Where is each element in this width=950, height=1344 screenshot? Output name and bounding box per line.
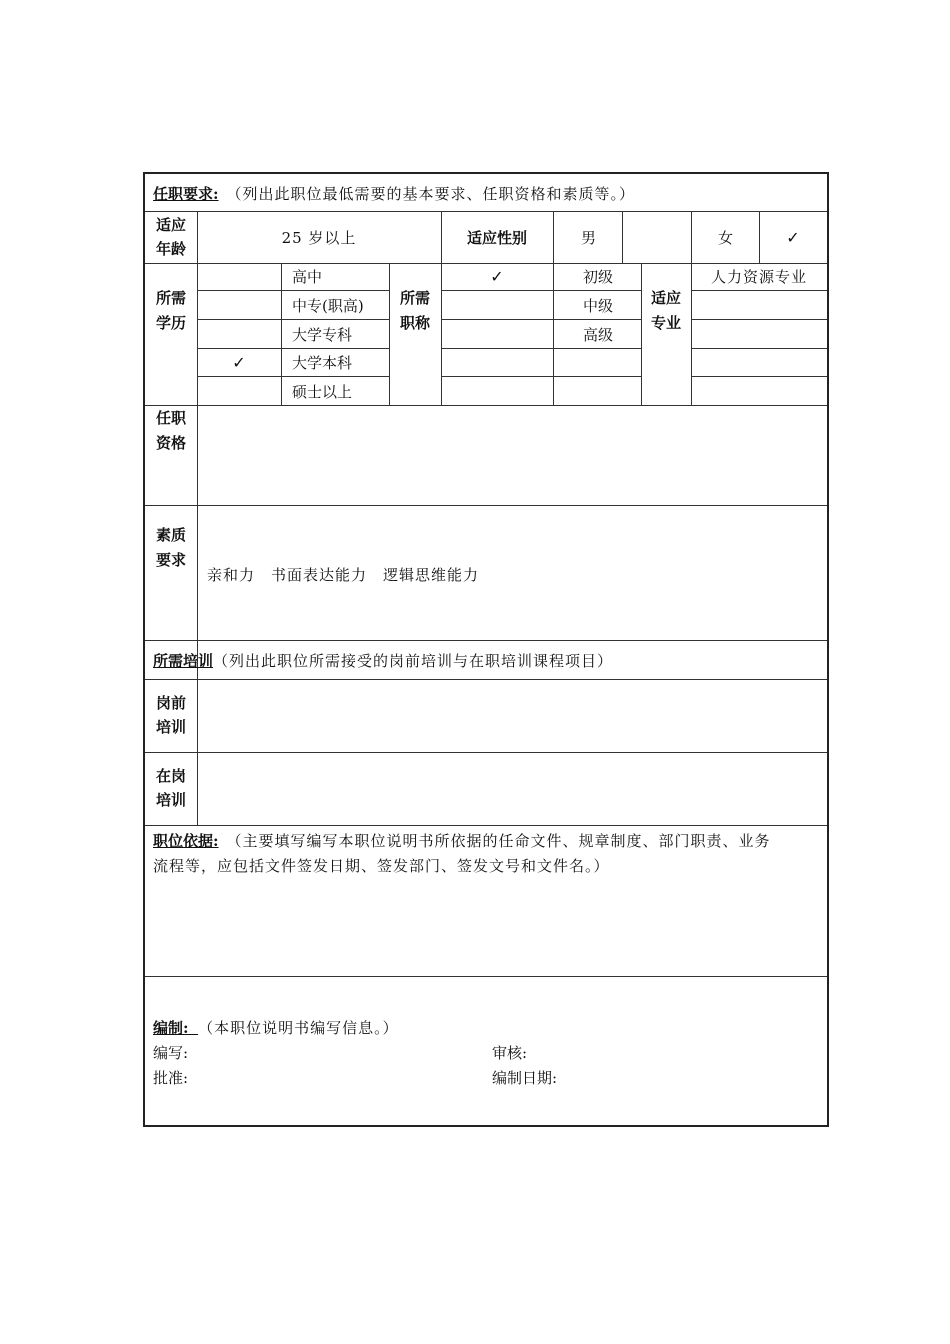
basis-note-1: （主要填写编写本职位说明书所依据的任命文件、规章制度、部门职责、业务	[226, 832, 771, 850]
quality-value: 亲和力 书面表达能力 逻辑思维能力	[207, 566, 480, 584]
title-option: 高级	[583, 326, 614, 344]
row-divider	[145, 263, 827, 264]
row-divider	[197, 376, 389, 377]
training-label: 所需培训	[153, 652, 214, 670]
row-divider	[145, 976, 827, 977]
row-divider	[441, 348, 641, 349]
basis-line-1	[153, 831, 771, 851]
approver-field: 批准:	[153, 1069, 189, 1087]
compile-line	[153, 1018, 399, 1038]
col-divider	[622, 211, 623, 263]
requirements-label: 任职要求:	[153, 185, 219, 203]
quality-label: 素质要求	[156, 526, 187, 569]
compile-date-field: 编制日期:	[492, 1069, 558, 1087]
row-divider	[145, 405, 827, 406]
col-divider	[389, 263, 390, 405]
row-divider	[691, 348, 827, 349]
education-selected-check: ✓	[232, 353, 246, 372]
compile-label: 编制:	[153, 1019, 189, 1037]
col-divider	[281, 263, 282, 405]
age-value: 25 岁以上	[281, 229, 357, 247]
qualification-label: 任职资格	[156, 409, 187, 452]
education-option: 中专(职高)	[292, 297, 364, 315]
title-label: 所需职称	[400, 289, 431, 332]
row-divider	[145, 640, 827, 641]
row-divider	[145, 752, 827, 753]
basis-line-2: 流程等，应包括文件签发日期、签发部门、签发文号和文件名。）	[153, 857, 610, 875]
gender-female-check: ✓	[786, 228, 800, 247]
col-divider	[641, 263, 642, 405]
gender-female: 女	[718, 229, 734, 247]
col-divider	[197, 211, 198, 825]
title-selected-check: ✓	[490, 267, 504, 286]
education-option: 高中	[292, 268, 323, 286]
row-divider	[145, 505, 827, 506]
row-divider	[197, 319, 389, 320]
training-note: （列出此职位所需接受的岗前培训与在职培训课程项目）	[213, 652, 614, 670]
education-option: 硕士以上	[292, 383, 353, 401]
pre-job-training-label: 岗前培训	[155, 694, 186, 736]
gender-male: 男	[581, 229, 597, 247]
gender-label: 适应性别	[466, 229, 527, 247]
requirements-note: （列出此职位最低需要的基本要求、任职资格和素质等。）	[226, 185, 636, 203]
title-option: 初级	[583, 268, 614, 286]
title-option: 中级	[583, 297, 614, 315]
header-row	[153, 184, 635, 204]
row-divider	[441, 319, 641, 320]
training-header	[153, 651, 613, 671]
reviewer-field: 审核:	[492, 1044, 528, 1062]
row-divider	[145, 825, 827, 826]
basis-label: 职位依据:	[153, 832, 219, 850]
job-requirements-form	[143, 172, 829, 1127]
writer-field: 编写:	[153, 1044, 189, 1062]
row-divider	[145, 211, 827, 212]
education-option: 大学专科	[292, 326, 353, 344]
row-divider	[197, 290, 389, 291]
col-divider	[691, 211, 692, 263]
major-value: 人力资源专业	[710, 268, 807, 286]
col-divider	[553, 211, 554, 405]
row-divider	[691, 319, 827, 320]
on-job-training-label: 在岗培训	[155, 767, 186, 809]
row-divider	[441, 290, 641, 291]
row-divider	[691, 376, 827, 377]
education-label: 所需学历	[156, 289, 187, 332]
row-divider	[197, 348, 389, 349]
row-divider	[145, 679, 827, 680]
row-divider	[441, 376, 641, 377]
education-option: 大学本科	[292, 354, 353, 372]
row-divider	[691, 290, 827, 291]
major-label: 适应专业	[651, 289, 682, 332]
compile-note: （本职位说明书编写信息。）	[198, 1019, 399, 1037]
age-label: 适应年龄	[156, 216, 187, 258]
